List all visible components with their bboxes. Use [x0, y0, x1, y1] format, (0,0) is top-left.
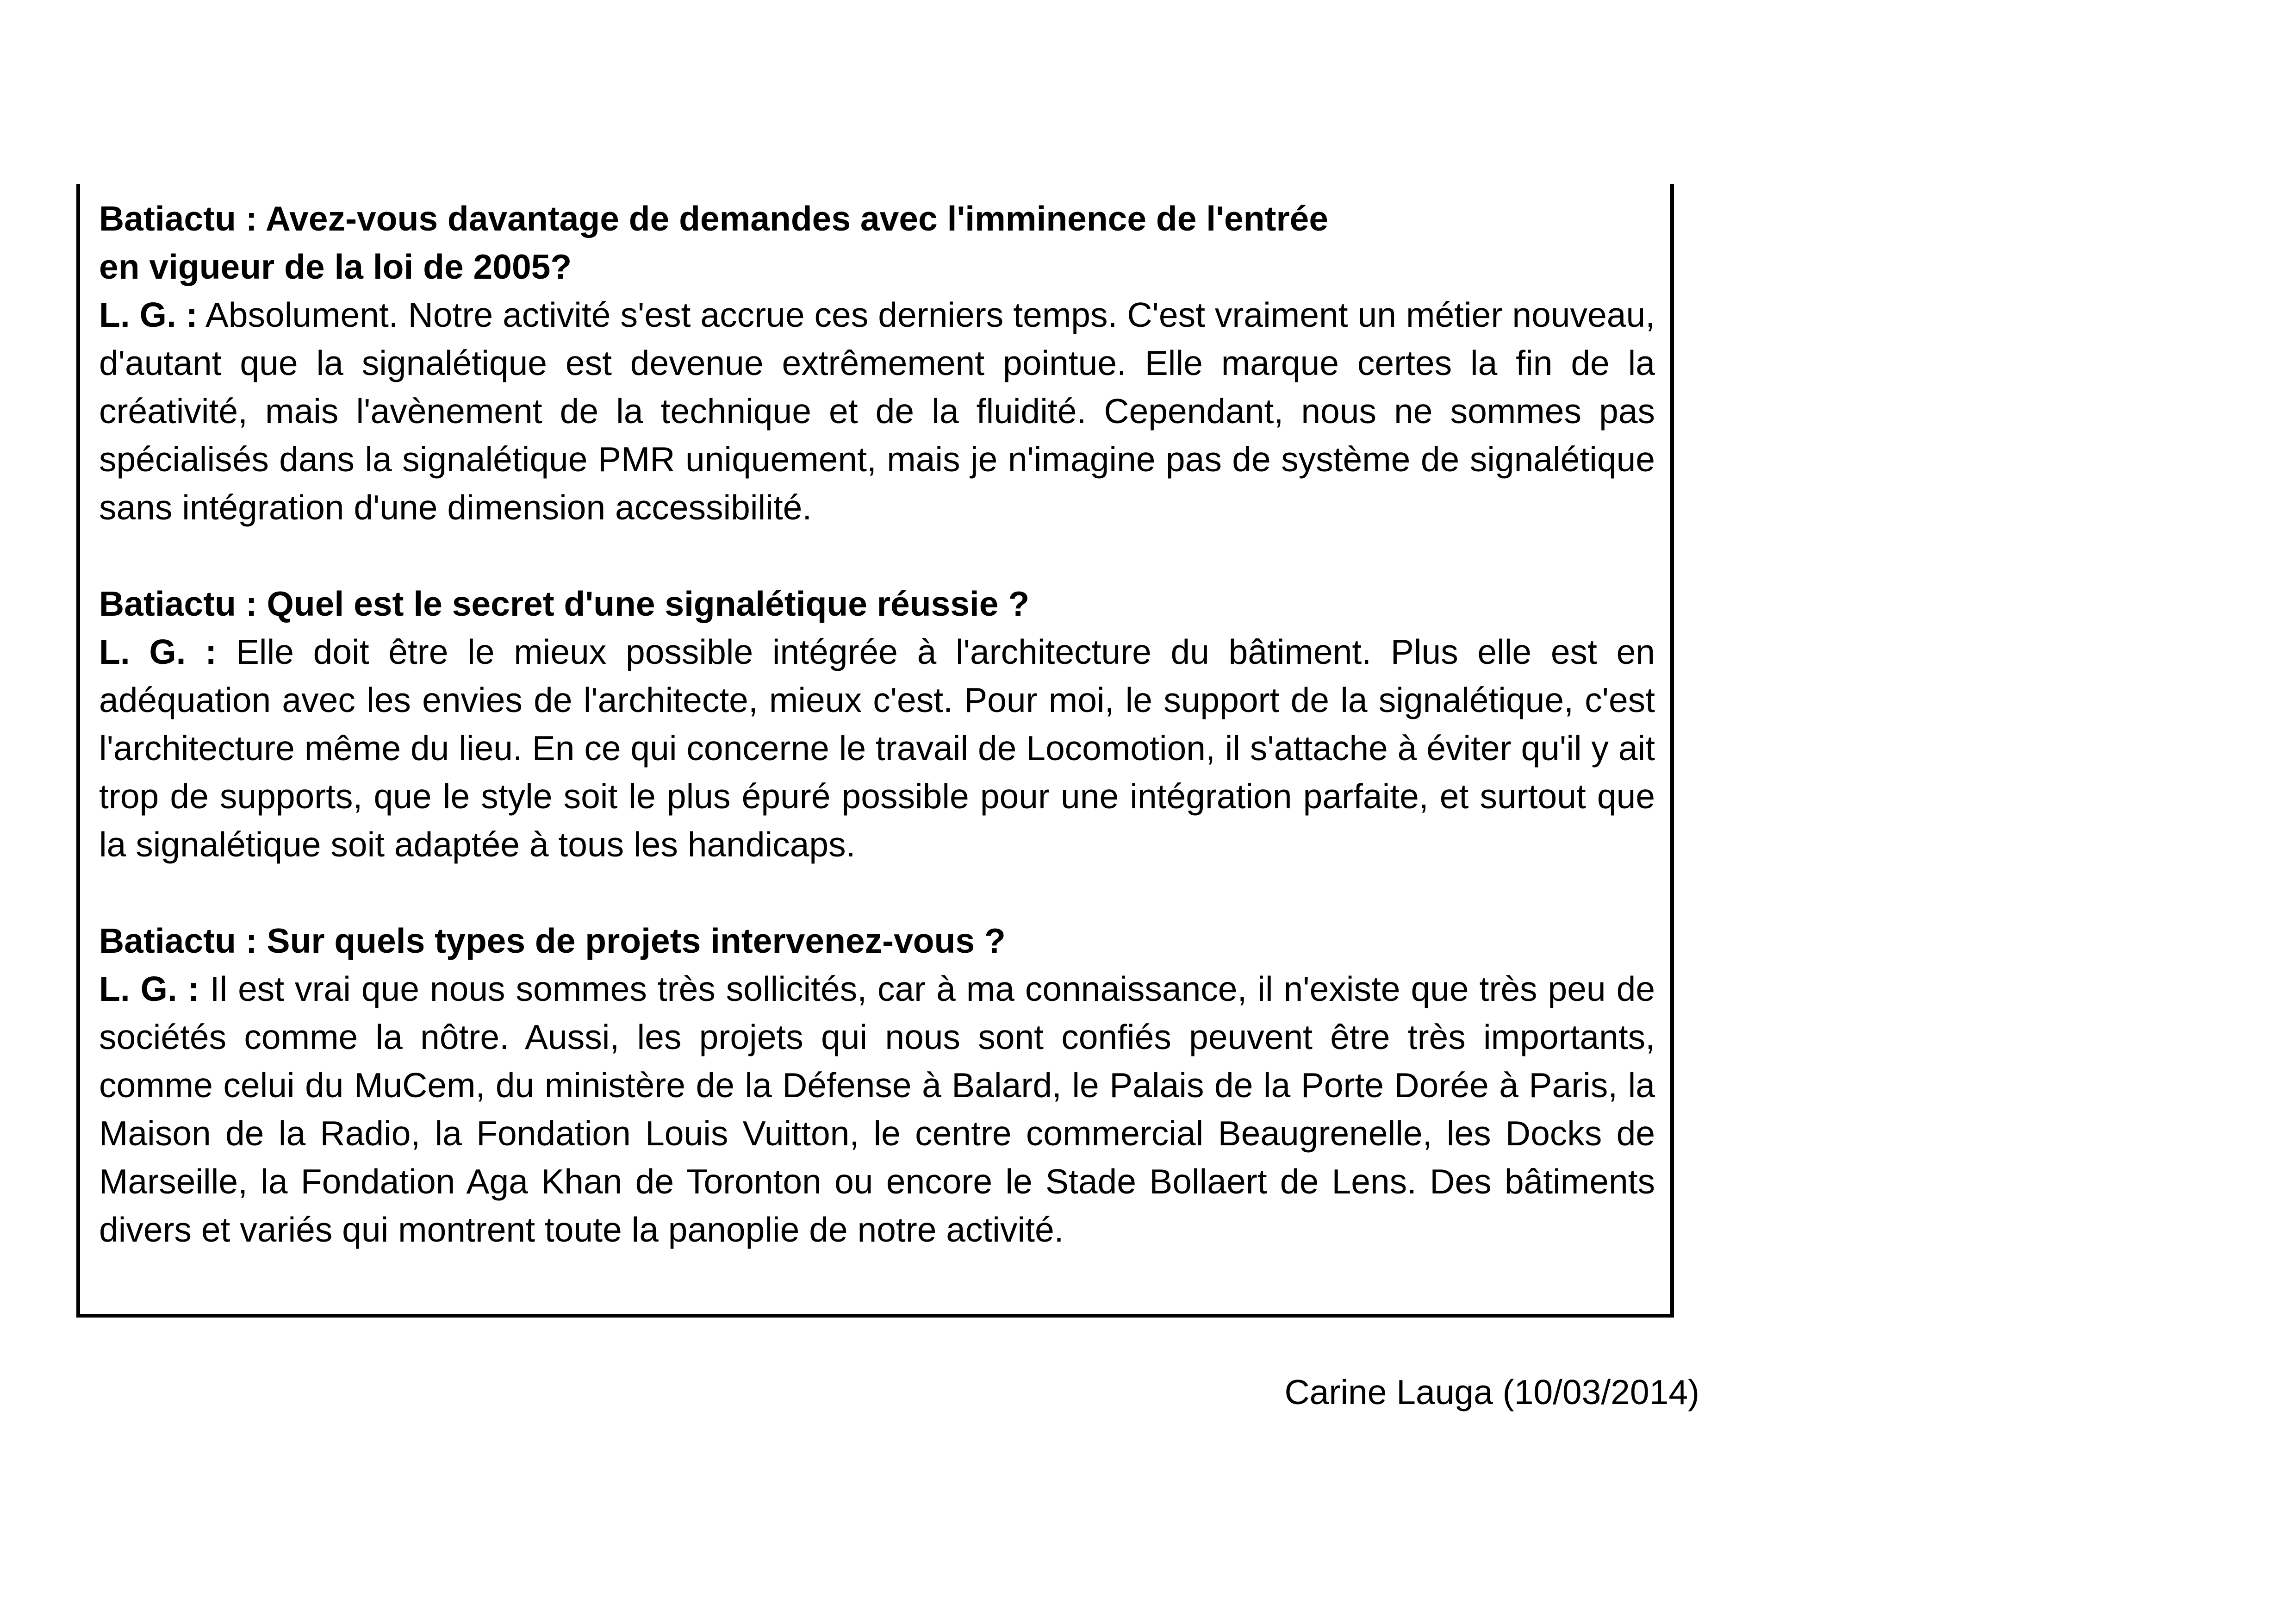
author-signature: Carine Lauga (10/03/2014) — [1284, 1373, 1699, 1412]
answer-text-2: Elle doit être le mieux possible intégrée à l'architecture du bâtiment. Plus elle est en adéquation avec les envies de l'architecte, mieux c'est. Pour moi, le support de la signalétique, c'est l'architecture même du lieu. En ce qui concerne le travail de Locomotion, il s'attache à éviter qu'il y ait trop de supports, que le style soit le plus épuré possible pour une intégration parfaite, et surtout que la signalétique soit adaptée à tous les handicaps. — [99, 632, 1655, 864]
question-1: Batiactu : Avez-vous davantage de demandes avec l'imminence de l'entrée en vigueur de la loi de 2005? — [99, 199, 1329, 286]
answer-3 — [99, 965, 1655, 1254]
answer-text-1: Absolument. Notre activité s'est accrue ces derniers temps. C'est vraiment un métier nouveau, d'autant que la signalétique est devenue extrêmement pointue. Elle marque certes la fin de la créativité, mais l'avènement de la technique et de la fluidité. Cependant, nous ne sommes pas spécialisés dans la signalétique PMR uniquement, mais je n'imagine pas de système de signalétique sans intégration d'une dimension accessibilité. — [99, 295, 1655, 527]
interview-content — [99, 194, 1655, 1254]
answer-2 — [99, 628, 1655, 868]
question-2: Batiactu : Quel est le secret d'une signalétique réussie ? — [99, 584, 1030, 623]
question-3: Batiactu : Sur quels types de projets intervenez-vous ? — [99, 921, 1006, 960]
qa-block-2 — [99, 580, 1655, 868]
interview-box — [76, 184, 1674, 1318]
answer-text-3: Il est vrai que nous sommes très sollicités, car à ma connaissance, il n'existe que très peu de sociétés comme la nôtre. Aussi, les projets qui nous sont confiés peuvent être très importants, comme celui du MuCem, du ministère de la Défense à Balard, le Palais de la Porte Dorée à Paris, la Maison de la Radio, la Fondation Louis Vuitton, le centre commercial Beaugrenelle, les Docks de Marseille, la Fondation Aga Khan de Toronton ou encore le Stade Bollaert de Lens. Des bâtiments divers et variés qui montrent toute la panoplie de notre activité. — [99, 969, 1655, 1249]
speaker-label-2: L. G. : — [99, 632, 217, 671]
speaker-label-3: L. G. : — [99, 969, 199, 1008]
answer-1 — [99, 291, 1655, 531]
qa-block-1 — [99, 194, 1655, 531]
speaker-label-1: L. G. : — [99, 295, 198, 334]
qa-block-3 — [99, 917, 1655, 1254]
